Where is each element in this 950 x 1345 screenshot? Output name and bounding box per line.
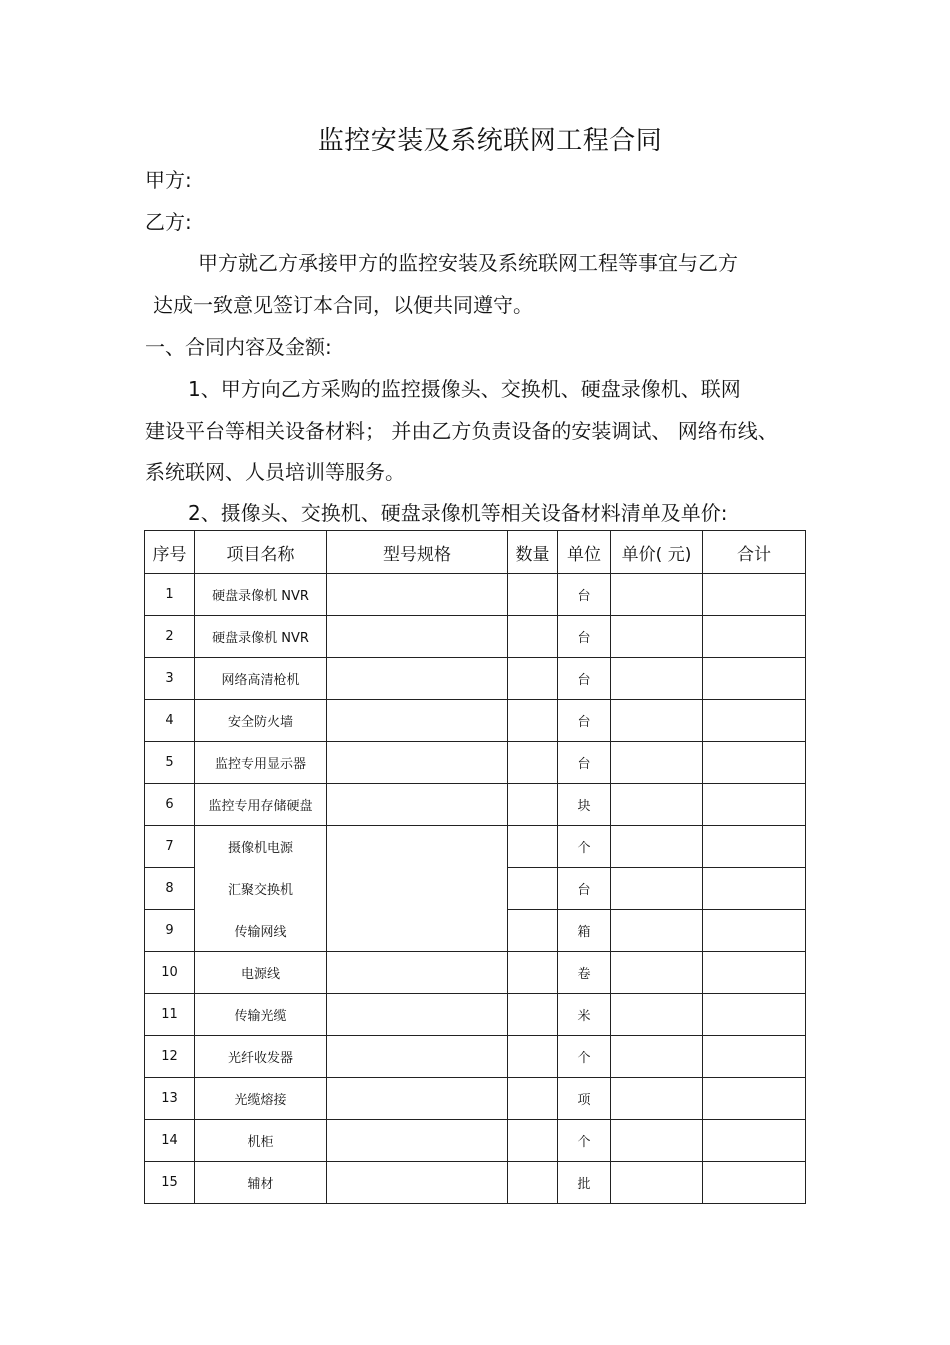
row-no: 2 <box>145 616 195 658</box>
row-qty <box>508 742 558 784</box>
section-1-heading: 一、合同内容及金额: <box>145 335 332 359</box>
row-unit: 米 <box>558 994 611 1036</box>
row-total <box>703 784 806 826</box>
row-price <box>611 868 703 910</box>
row-total <box>703 658 806 700</box>
item-1-line-2: 建设平台等相关设备材料； 并由乙方负责设备的安装调试、 网络布线、 <box>145 419 778 443</box>
row-model <box>327 952 508 994</box>
header-model: 型号规格 <box>327 531 508 574</box>
document-title: 监控安装及系统联网工程合同 <box>317 126 663 156</box>
row-total <box>703 1078 806 1120</box>
table-row <box>145 952 806 994</box>
party-a-label: 甲方: <box>145 168 192 192</box>
row-name: 监控专用存储硬盘 <box>195 784 327 826</box>
row-price <box>611 826 703 868</box>
item-1-line-1: 1、甲方向乙方采购的监控摄像头、交换机、硬盘录像机、联网 <box>188 377 741 401</box>
table-row <box>145 616 806 658</box>
row-qty <box>508 826 558 868</box>
row-no: 14 <box>145 1120 195 1162</box>
row-no: 9 <box>145 910 195 952</box>
row-unit: 个 <box>558 1036 611 1078</box>
row-price <box>611 658 703 700</box>
row-no: 5 <box>145 742 195 784</box>
row-model <box>327 826 508 952</box>
row-price <box>611 1078 703 1120</box>
row-price <box>611 910 703 952</box>
row-price <box>611 1162 703 1204</box>
row-name: 硬盘录像机 NVR <box>195 616 327 658</box>
row-unit: 个 <box>558 826 611 868</box>
row-price <box>611 1036 703 1078</box>
row-qty <box>508 952 558 994</box>
row-name: 传输网线 <box>195 910 327 952</box>
row-qty <box>508 616 558 658</box>
row-model <box>327 658 508 700</box>
table-row <box>145 658 806 700</box>
row-qty <box>508 868 558 910</box>
row-name: 机柜 <box>195 1120 327 1162</box>
row-no: 3 <box>145 658 195 700</box>
row-name: 监控专用显示器 <box>195 742 327 784</box>
row-no: 13 <box>145 1078 195 1120</box>
header-price: 单价( 元) <box>611 531 703 574</box>
row-unit: 批 <box>558 1162 611 1204</box>
header-unit: 单位 <box>558 531 611 574</box>
row-price <box>611 784 703 826</box>
table-row <box>145 994 806 1036</box>
header-total: 合计 <box>703 531 806 574</box>
row-unit: 块 <box>558 784 611 826</box>
table-row <box>145 1078 806 1120</box>
row-model <box>327 994 508 1036</box>
row-qty <box>508 658 558 700</box>
row-unit: 台 <box>558 742 611 784</box>
row-no: 7 <box>145 826 195 868</box>
row-total <box>703 868 806 910</box>
row-unit: 台 <box>558 658 611 700</box>
row-no: 6 <box>145 784 195 826</box>
row-unit: 箱 <box>558 910 611 952</box>
row-name: 光纤收发器 <box>195 1036 327 1078</box>
row-total <box>703 1162 806 1204</box>
row-no: 11 <box>145 994 195 1036</box>
row-no: 10 <box>145 952 195 994</box>
row-qty <box>508 574 558 616</box>
row-price <box>611 742 703 784</box>
header-no: 序号 <box>145 531 195 574</box>
table-body <box>145 574 806 1204</box>
row-total <box>703 700 806 742</box>
row-name: 硬盘录像机 NVR <box>195 574 327 616</box>
table-header-row <box>145 531 806 574</box>
row-unit: 卷 <box>558 952 611 994</box>
row-no: 1 <box>145 574 195 616</box>
row-price <box>611 700 703 742</box>
row-no: 8 <box>145 868 195 910</box>
row-qty <box>508 1078 558 1120</box>
table-row <box>145 742 806 784</box>
row-qty <box>508 1120 558 1162</box>
row-unit: 台 <box>558 700 611 742</box>
row-name: 光缆熔接 <box>195 1078 327 1120</box>
row-unit: 台 <box>558 616 611 658</box>
row-model <box>327 742 508 784</box>
row-model <box>327 574 508 616</box>
row-model <box>327 784 508 826</box>
row-unit: 台 <box>558 868 611 910</box>
row-name: 汇聚交换机 <box>195 868 327 910</box>
row-qty <box>508 784 558 826</box>
row-price <box>611 574 703 616</box>
row-total <box>703 574 806 616</box>
row-total <box>703 910 806 952</box>
row-name: 网络高清枪机 <box>195 658 327 700</box>
row-model <box>327 616 508 658</box>
row-model <box>327 1078 508 1120</box>
row-name: 辅材 <box>195 1162 327 1204</box>
row-total <box>703 1120 806 1162</box>
row-name: 电源线 <box>195 952 327 994</box>
row-price <box>611 1120 703 1162</box>
row-unit: 项 <box>558 1078 611 1120</box>
row-name: 安全防火墙 <box>195 700 327 742</box>
table-row <box>145 1036 806 1078</box>
row-qty <box>508 700 558 742</box>
party-b-label: 乙方: <box>145 210 192 234</box>
row-unit: 台 <box>558 574 611 616</box>
table-row <box>145 1120 806 1162</box>
row-model <box>327 1036 508 1078</box>
row-total <box>703 826 806 868</box>
row-name: 摄像机电源 <box>195 826 327 868</box>
row-no: 4 <box>145 700 195 742</box>
item-1-line-3: 系统联网、人员培训等服务。 <box>145 460 405 484</box>
table-row <box>145 700 806 742</box>
row-price <box>611 952 703 994</box>
row-name: 传输光缆 <box>195 994 327 1036</box>
header-name: 项目名称 <box>195 531 327 574</box>
row-total <box>703 1036 806 1078</box>
row-total <box>703 994 806 1036</box>
row-no: 15 <box>145 1162 195 1204</box>
row-no: 12 <box>145 1036 195 1078</box>
row-price <box>611 994 703 1036</box>
table-row <box>145 1162 806 1204</box>
row-model <box>327 1120 508 1162</box>
row-total <box>703 742 806 784</box>
header-qty: 数量 <box>508 531 558 574</box>
row-model <box>327 1162 508 1204</box>
table-row <box>145 826 806 868</box>
row-total <box>703 616 806 658</box>
item-2-line: 2、摄像头、交换机、硬盘录像机等相关设备材料清单及单价: <box>188 501 728 525</box>
row-qty <box>508 994 558 1036</box>
table-row <box>145 784 806 826</box>
row-unit: 个 <box>558 1120 611 1162</box>
equipment-table <box>144 530 806 1204</box>
intro-line-2: 达成一致意见签订本合同，以便共同遵守。 <box>153 293 533 317</box>
row-price <box>611 616 703 658</box>
table-row <box>145 574 806 616</box>
row-qty <box>508 1036 558 1078</box>
row-qty <box>508 1162 558 1204</box>
row-total <box>703 952 806 994</box>
row-model <box>327 700 508 742</box>
row-qty <box>508 910 558 952</box>
intro-line-1: 甲方就乙方承接甲方的监控安装及系统联网工程等事宜与乙方 <box>198 251 738 275</box>
